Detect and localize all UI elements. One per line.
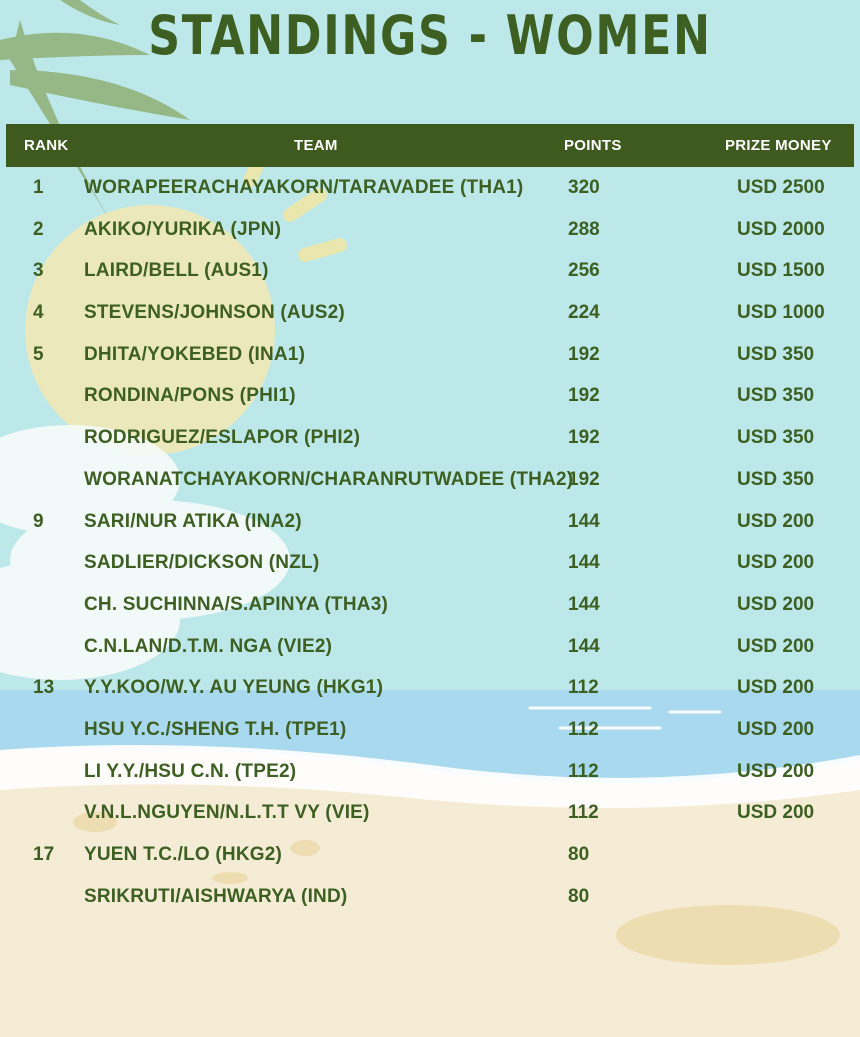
team-cell: V.N.L.NGUYEN/N.L.T.T VY (VIE) (84, 802, 370, 824)
header-team: TEAM (294, 137, 338, 154)
points-cell: 112 (568, 718, 599, 740)
rank-cell: 4 (33, 302, 44, 324)
rank-cell: 2 (33, 218, 44, 240)
team-cell: LI Y.Y./HSU C.N. (TPE2) (84, 760, 297, 782)
points-cell: 80 (568, 844, 590, 865)
header-rank: RANK (24, 137, 69, 154)
prize-cell: USD 200 (737, 677, 815, 699)
points-cell: 80 (568, 885, 590, 907)
table-row (0, 292, 860, 334)
prize-cell: USD 200 (737, 510, 815, 532)
table-row (0, 834, 860, 876)
points-cell: 144 (568, 510, 600, 532)
team-cell: DHITA/YOKEBED (INA1) (84, 343, 306, 365)
points-cell: 320 (568, 177, 600, 198)
prize-cell: USD 350 (737, 385, 815, 407)
prize-cell: USD 200 (737, 802, 815, 824)
rank-cell: 3 (33, 260, 44, 282)
team-cell: C.N.LAN/D.T.M. NGA (VIE2) (84, 635, 333, 657)
prize-cell: USD 350 (737, 427, 815, 449)
points-cell: 288 (568, 218, 600, 240)
points-cell: 192 (568, 468, 600, 490)
table-row (0, 459, 860, 501)
standings-table (0, 167, 860, 917)
prize-cell: USD 200 (737, 635, 815, 657)
table-row (0, 667, 860, 709)
rank-cell: 17 (33, 844, 55, 865)
table-row (0, 751, 860, 793)
points-cell: 112 (568, 677, 599, 699)
table-row (0, 250, 860, 292)
prize-cell: USD 2000 (737, 218, 825, 240)
prize-cell: USD 350 (737, 343, 815, 365)
table-row (0, 375, 860, 417)
team-cell: SARI/NUR ATIKA (INA2) (84, 510, 302, 532)
prize-cell: USD 200 (737, 552, 815, 574)
points-cell: 112 (568, 760, 599, 782)
team-cell: LAIRD/BELL (AUS1) (84, 260, 269, 282)
table-header (6, 124, 854, 167)
prize-cell: USD 350 (737, 468, 815, 490)
table-row (0, 876, 860, 918)
points-cell: 192 (568, 343, 600, 365)
prize-cell: USD 200 (737, 760, 815, 782)
points-cell: 144 (568, 635, 600, 657)
prize-cell: USD 200 (737, 718, 815, 740)
prize-cell: USD 2500 (737, 177, 825, 198)
team-cell: WORAPEERACHAYAKORN/TARAVADEE (THA1) (84, 177, 524, 198)
rank-cell: 13 (33, 677, 55, 699)
prize-cell: USD 1500 (737, 260, 825, 282)
table-row (0, 542, 860, 584)
team-cell: SADLIER/DICKSON (NZL) (84, 552, 320, 574)
table-row (0, 709, 860, 751)
page-title: STANDINGS - WOMEN (148, 4, 712, 67)
points-cell: 144 (568, 552, 600, 574)
table-row (0, 167, 860, 209)
team-cell: CH. SUCHINNA/S.APINYA (THA3) (84, 593, 388, 615)
points-cell: 192 (568, 427, 600, 449)
table-row (0, 626, 860, 668)
table-row (0, 334, 860, 376)
team-cell: RODRIGUEZ/ESLAPOR (PHI2) (84, 427, 361, 449)
table-row (0, 584, 860, 626)
table-row (0, 209, 860, 251)
rank-cell: 9 (33, 510, 44, 532)
table-row (0, 792, 860, 834)
prize-cell: USD 1000 (737, 302, 825, 324)
points-cell: 192 (568, 385, 600, 407)
points-cell: 224 (568, 302, 600, 324)
points-cell: 144 (568, 593, 600, 615)
header-prize-money: PRIZE MONEY (725, 137, 832, 154)
prize-cell: USD 200 (737, 593, 815, 615)
rank-cell: 5 (33, 343, 44, 365)
rank-cell: 1 (33, 177, 44, 198)
header-points: POINTS (564, 137, 622, 154)
team-cell: STEVENS/JOHNSON (AUS2) (84, 302, 345, 324)
points-cell: 256 (568, 260, 600, 282)
team-cell: WORANATCHAYAKORN/CHARANRUTWADEE (THA2) (84, 468, 574, 490)
table-row (0, 417, 860, 459)
team-cell: SRIKRUTI/AISHWARYA (IND) (84, 885, 348, 907)
table-row (0, 501, 860, 543)
team-cell: RONDINA/PONS (PHI1) (84, 385, 296, 407)
team-cell: YUEN T.C./LO (HKG2) (84, 844, 283, 865)
points-cell: 112 (568, 802, 599, 824)
team-cell: HSU Y.C./SHENG T.H. (TPE1) (84, 718, 347, 740)
team-cell: Y.Y.KOO/W.Y. AU YEUNG (HKG1) (84, 677, 384, 699)
team-cell: AKIKO/YURIKA (JPN) (84, 218, 282, 240)
